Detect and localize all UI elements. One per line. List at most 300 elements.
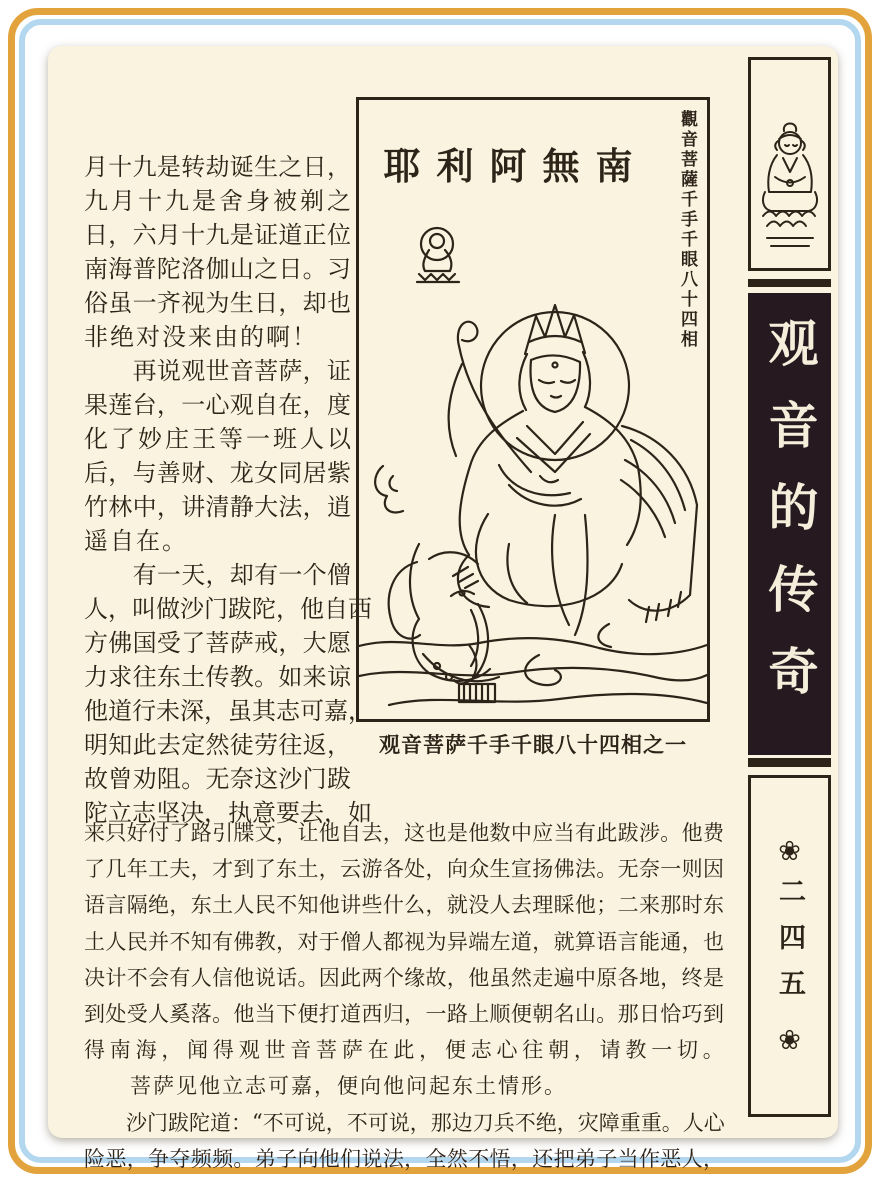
glyph: 志 <box>132 798 156 827</box>
glyph: 土 <box>475 1074 496 1099</box>
glyph: 他 <box>468 965 490 990</box>
glyph: 月 <box>156 220 181 249</box>
glyph: 睬 <box>553 893 575 918</box>
glyph: ， <box>419 1038 441 1063</box>
glyph: 以 <box>327 424 351 453</box>
text-line <box>84 850 724 886</box>
glyph: 说 <box>254 965 276 990</box>
glyph <box>108 351 132 386</box>
glyph: ， <box>425 893 447 918</box>
glyph: 并 <box>148 929 170 954</box>
glyph: 生 <box>254 152 279 181</box>
glyph: 之 <box>327 186 351 215</box>
glyph: 无 <box>617 857 639 882</box>
glyph: 意 <box>252 798 276 827</box>
glyph: 九 <box>205 220 230 249</box>
glyph: 会 <box>148 965 170 990</box>
illustration-caption: 观音菩萨千手千眼八十四相之一 <box>379 732 687 757</box>
text-line <box>84 521 351 555</box>
glyph: 大 <box>254 492 279 521</box>
glyph: 返 <box>302 730 327 759</box>
glyph: 当 <box>553 821 575 846</box>
glyph: 可 <box>300 696 324 725</box>
glyph: ， <box>204 696 228 725</box>
glyph: 往 <box>278 730 303 759</box>
glyph: 坚 <box>156 798 180 827</box>
glyph: 中 <box>574 965 596 990</box>
glyph: 涉 <box>638 821 660 846</box>
glyph: 菩 <box>316 1038 338 1063</box>
glyph: 争 <box>148 1146 170 1171</box>
glyph: 海 <box>108 254 133 283</box>
glyph: 教 <box>254 929 276 954</box>
glyph: 居 <box>302 458 327 487</box>
glyph: 人 <box>233 893 255 918</box>
glyph: 定 <box>181 730 206 759</box>
glyph: 然 <box>205 730 230 759</box>
glyph: 也 <box>702 929 724 954</box>
glyph: 僧 <box>340 929 362 954</box>
glyph: 决 <box>84 965 105 990</box>
glyph: 不 <box>514 1110 536 1135</box>
text-line <box>84 147 351 181</box>
glyph: 化 <box>84 424 108 453</box>
glyph: 来 <box>84 821 105 846</box>
glyph: 。 <box>544 1074 565 1099</box>
glyph: 把 <box>553 1146 575 1171</box>
florette-icon: ❀ <box>778 1025 801 1056</box>
glyph: 路 <box>446 1002 468 1027</box>
glyph: 中 <box>510 821 532 846</box>
glyph: 也 <box>326 288 351 317</box>
glyph: 南 <box>84 254 108 283</box>
glyph: 道 <box>510 929 532 954</box>
glyph: 终 <box>681 965 703 990</box>
text-line <box>84 487 351 521</box>
glyph: 度 <box>326 390 351 419</box>
text-line <box>84 623 351 657</box>
glyph: 是 <box>702 965 724 990</box>
glyph: 子 <box>276 1146 298 1171</box>
text-line <box>84 385 351 419</box>
glyph: 费 <box>702 821 724 846</box>
glyph: 清 <box>205 492 230 521</box>
glyph: 两 <box>361 965 383 990</box>
glyph: 刀 <box>472 1110 494 1135</box>
glyph: ， <box>169 893 191 918</box>
glyph: 问 <box>406 1074 427 1099</box>
full-width-text-column <box>84 814 724 1176</box>
glyph: 自 <box>254 390 279 419</box>
book-page <box>48 46 838 1171</box>
glyph: 语 <box>596 929 618 954</box>
text-line <box>84 249 351 283</box>
glyph: 有 <box>132 560 157 589</box>
glyph: ， <box>156 390 181 419</box>
glyph: 一 <box>181 390 206 419</box>
glyph: 扬 <box>532 857 554 882</box>
glyph: 土 <box>181 662 206 691</box>
glyph: 不 <box>262 1110 284 1135</box>
glyph: 陀 <box>156 254 181 283</box>
glyph: 他 <box>318 893 340 918</box>
glyph: 大 <box>302 628 327 657</box>
glyph: 法 <box>574 857 596 882</box>
glyph: 此 <box>393 1038 415 1063</box>
glyph: 名 <box>553 1002 575 1027</box>
glyph: 东 <box>156 662 181 691</box>
glyph: 来 <box>188 322 212 351</box>
glyph: 些 <box>361 893 383 918</box>
glyph: 那 <box>617 1002 639 1027</box>
glyph: 有 <box>254 560 279 589</box>
glyph: 之 <box>254 254 279 283</box>
glyph: 得 <box>212 1038 234 1063</box>
glyph: 。 <box>660 821 682 846</box>
glyph: 民 <box>126 929 148 954</box>
glyph: 台 <box>132 390 157 419</box>
glyph: 同 <box>278 458 303 487</box>
glyph: 人 <box>105 929 127 954</box>
glyph: 信 <box>212 965 234 990</box>
glyph: 。 <box>162 526 186 555</box>
glyph: 与 <box>132 458 157 487</box>
glyph: 九 <box>84 186 108 215</box>
glyph: 非 <box>84 322 108 351</box>
glyph: 他 <box>574 893 596 918</box>
glyph: 虽 <box>489 965 511 990</box>
glyph: 众 <box>468 857 490 882</box>
glyph: 日 <box>84 220 108 249</box>
glyph: 应 <box>532 821 554 846</box>
glyph <box>84 1107 105 1137</box>
glyph: 山 <box>229 254 254 283</box>
glyph: 重 <box>640 1110 662 1135</box>
glyph: 自 <box>324 594 348 623</box>
glyph: 人 <box>148 1002 170 1027</box>
glyph: 中 <box>132 492 157 521</box>
glyph: 他 <box>383 1074 404 1099</box>
glyph: 齐 <box>156 288 181 317</box>
glyph: 日 <box>254 288 279 317</box>
glyph: 还 <box>532 1146 554 1171</box>
glyph: 门 <box>147 1110 168 1135</box>
glyph: 恰 <box>660 1002 682 1027</box>
glyph: 巧 <box>681 1002 703 1027</box>
glyph: 一 <box>156 560 181 589</box>
glyph: 弟 <box>574 1146 596 1171</box>
glyph: 了 <box>111 424 135 453</box>
glyph: 西 <box>361 1002 383 1027</box>
glyph: 有 <box>169 965 191 990</box>
glyph: 可 <box>268 1074 289 1099</box>
glyph: 那 <box>660 893 682 918</box>
glyph: 一 <box>278 560 303 589</box>
text-line <box>84 1140 724 1176</box>
glyph: 国 <box>132 628 157 657</box>
glyph: 向 <box>360 1074 381 1099</box>
glyph: 庄 <box>165 424 189 453</box>
glyph: 陀 <box>252 594 276 623</box>
text-line <box>84 181 351 215</box>
glyph: 明 <box>84 730 108 759</box>
glyph: 未 <box>156 696 180 725</box>
glyph: 原 <box>596 965 618 990</box>
glyph: 算 <box>574 929 596 954</box>
glyph: 端 <box>468 929 490 954</box>
glyph: ， <box>681 929 703 954</box>
glyph: 隔 <box>126 893 148 918</box>
glyph: 人 <box>681 1146 703 1171</box>
glyph: 起 <box>429 1074 450 1099</box>
glyph: 道 <box>108 696 132 725</box>
glyph: 是 <box>192 186 216 215</box>
glyph: 然 <box>510 965 532 990</box>
glyph: 受 <box>126 1002 148 1027</box>
glyph: 观 <box>181 356 206 385</box>
glyph: 闻 <box>187 1038 209 1063</box>
glyph: 门 <box>204 594 228 623</box>
glyph: 方 <box>84 628 108 657</box>
text-line <box>84 1031 724 1067</box>
glyph: 对 <box>136 322 160 351</box>
glyph: 知 <box>190 929 212 954</box>
text-line <box>84 691 372 725</box>
glyph: 证 <box>326 356 351 385</box>
glyph: 计 <box>105 965 127 990</box>
glyph: 付 <box>148 821 170 846</box>
glyph: 叫 <box>132 594 156 623</box>
glyph: 王 <box>192 424 216 453</box>
glyph: 日 <box>638 1002 660 1027</box>
glyph: 他 <box>681 821 703 846</box>
glyph: “ <box>252 1109 263 1134</box>
glyph: 到 <box>702 1002 724 1027</box>
glyph: 数 <box>489 821 511 846</box>
glyph: ， <box>556 1110 578 1135</box>
glyph: 向 <box>297 1146 319 1171</box>
glyph: 他 <box>233 965 255 990</box>
glyph: 舍 <box>219 186 243 215</box>
glyph: 可 <box>283 1110 305 1135</box>
sidebar-buddha-box <box>748 57 831 271</box>
glyph: 年 <box>126 857 148 882</box>
glyph: 土 <box>84 929 105 954</box>
glyph: 了 <box>84 857 105 882</box>
text-line <box>84 283 351 317</box>
glyph: 去 <box>300 798 324 827</box>
glyph: 他 <box>318 1146 340 1171</box>
glyph: 们 <box>340 1146 362 1171</box>
glyph: 下 <box>276 1002 298 1027</box>
glyph: 决 <box>180 798 204 827</box>
glyph: ， <box>573 1038 595 1063</box>
glyph: 在 <box>136 526 160 555</box>
glyph: 便 <box>510 1002 532 1027</box>
glyph: 讲 <box>181 492 206 521</box>
seated-buddha-icon <box>757 114 823 264</box>
glyph: ， <box>302 390 327 419</box>
glyph: 等 <box>219 424 243 453</box>
glyph: 到 <box>233 857 255 882</box>
glyph: ， <box>108 594 132 623</box>
glyph: 自 <box>110 526 134 555</box>
text-line <box>84 886 724 922</box>
glyph: 行 <box>132 696 156 725</box>
glyph: ， <box>276 821 298 846</box>
glyph: 菩 <box>130 1074 151 1099</box>
glyph: 去 <box>510 893 532 918</box>
glyph: 恶 <box>105 1146 127 1171</box>
glyph: ！ <box>292 322 316 351</box>
glyph: 六 <box>132 220 157 249</box>
glyph: 正 <box>302 220 327 249</box>
glyph: ， <box>382 821 404 846</box>
text-line <box>84 814 724 850</box>
glyph: 十 <box>108 152 133 181</box>
glyph: 灾 <box>577 1110 599 1135</box>
glyph: 静 <box>229 492 254 521</box>
glyph: 曾 <box>108 764 133 793</box>
glyph: 各 <box>382 857 404 882</box>
glyph: 他 <box>199 1074 220 1099</box>
glyph: 话 <box>276 965 298 990</box>
glyph: 顺 <box>489 1002 511 1027</box>
glyph: 执 <box>228 798 252 827</box>
glyph: 山 <box>574 1002 596 1027</box>
glyph: 剃 <box>300 186 324 215</box>
glyph: 要 <box>276 798 300 827</box>
glyph: 做 <box>156 594 180 623</box>
glyph: 生 <box>229 288 254 317</box>
glyph: 海 <box>135 1038 157 1063</box>
glyph: 证 <box>254 220 279 249</box>
glyph: 果 <box>84 390 108 419</box>
glyph: 遍 <box>553 965 575 990</box>
glyph: 说 <box>361 1146 383 1171</box>
glyph: 异 <box>446 929 468 954</box>
glyph: 虽 <box>108 288 133 317</box>
glyph: 龙 <box>229 458 254 487</box>
glyph: 愿 <box>326 628 351 657</box>
glyph: 工 <box>148 857 170 882</box>
glyph: 却 <box>302 288 327 317</box>
glyph: 让 <box>297 821 319 846</box>
glyph: ， <box>156 492 181 521</box>
glyph: 绝 <box>110 322 134 351</box>
glyph: 心 <box>496 1038 518 1063</box>
glyph: 九 <box>132 152 157 181</box>
glyph: 土 <box>212 893 234 918</box>
glyph: 人 <box>489 893 511 918</box>
glyph: 妙 <box>138 424 162 453</box>
glyph: 林 <box>108 492 133 521</box>
glyph: 那 <box>430 1110 452 1135</box>
glyph: 志 <box>245 1074 266 1099</box>
glyph: 。 <box>233 1146 255 1171</box>
glyph: 宣 <box>510 857 532 882</box>
glyph: 后 <box>84 458 108 487</box>
page-number: 二四五 <box>774 877 805 1015</box>
text-line <box>84 725 351 759</box>
glyph: 志 <box>276 696 300 725</box>
glyph: 文 <box>254 821 276 846</box>
glyph: 东 <box>702 893 724 918</box>
glyph: 跋 <box>228 594 252 623</box>
glyph: 然 <box>446 1146 468 1171</box>
text-line <box>84 555 351 589</box>
glyph: 竹 <box>84 492 108 521</box>
glyph: 语 <box>84 893 105 918</box>
glyph: ， <box>302 492 327 521</box>
text-line <box>84 1067 724 1103</box>
glyph: 洛 <box>181 254 206 283</box>
glyph: 了 <box>181 628 206 657</box>
glyph: 一 <box>660 857 682 882</box>
glyph: 此 <box>596 821 618 846</box>
glyph: 夺 <box>169 1146 191 1171</box>
glyph: 是 <box>446 821 468 846</box>
glyph: 劳 <box>254 730 279 759</box>
glyph: 劝 <box>132 764 157 793</box>
glyph: 他 <box>300 594 324 623</box>
sidebar <box>748 46 831 1138</box>
sidebar-divider-bar <box>748 279 831 287</box>
glyph: ， <box>702 1146 724 1171</box>
glyph: 伽 <box>205 254 230 283</box>
glyph: 奈 <box>229 764 254 793</box>
text-line <box>84 589 372 623</box>
glyph: 门 <box>302 764 327 793</box>
glyph: ， <box>190 857 212 882</box>
glyph: 。 <box>596 857 618 882</box>
glyph: 萨 <box>278 356 303 385</box>
glyph: 情 <box>498 1074 519 1099</box>
florette-icon: ❀ <box>778 836 801 867</box>
glyph: ， <box>409 1110 431 1135</box>
glyph: 于 <box>318 929 340 954</box>
glyph: ， <box>204 798 228 827</box>
glyph: 班 <box>273 424 297 453</box>
glyph: 逍 <box>326 492 351 521</box>
glyph: 。 <box>302 254 327 283</box>
glyph: 言 <box>105 893 127 918</box>
glyph: 几 <box>105 857 127 882</box>
glyph: ， <box>660 965 682 990</box>
glyph: 东 <box>190 893 212 918</box>
glyph: 不 <box>346 1110 368 1135</box>
book-title-band <box>748 293 831 755</box>
glyph: 沙 <box>180 594 204 623</box>
glyph: 民 <box>254 893 276 918</box>
glyph: 了 <box>169 821 191 846</box>
glyph: ， <box>126 1146 148 1171</box>
text-line <box>84 419 351 453</box>
glyph: 他 <box>233 1002 255 1027</box>
glyph: 这 <box>254 764 279 793</box>
glyph: 弟 <box>254 1146 276 1171</box>
glyph: 陀 <box>84 798 108 827</box>
glyph <box>107 1070 128 1100</box>
glyph: ， <box>404 1146 426 1171</box>
glyph: 得 <box>84 1038 105 1063</box>
glyph: 频 <box>190 1146 212 1171</box>
glyph: 不 <box>169 929 191 954</box>
glyph <box>84 1070 105 1100</box>
glyph: 恶 <box>660 1146 682 1171</box>
glyph: 、 <box>205 458 230 487</box>
glyph: 传 <box>205 662 230 691</box>
